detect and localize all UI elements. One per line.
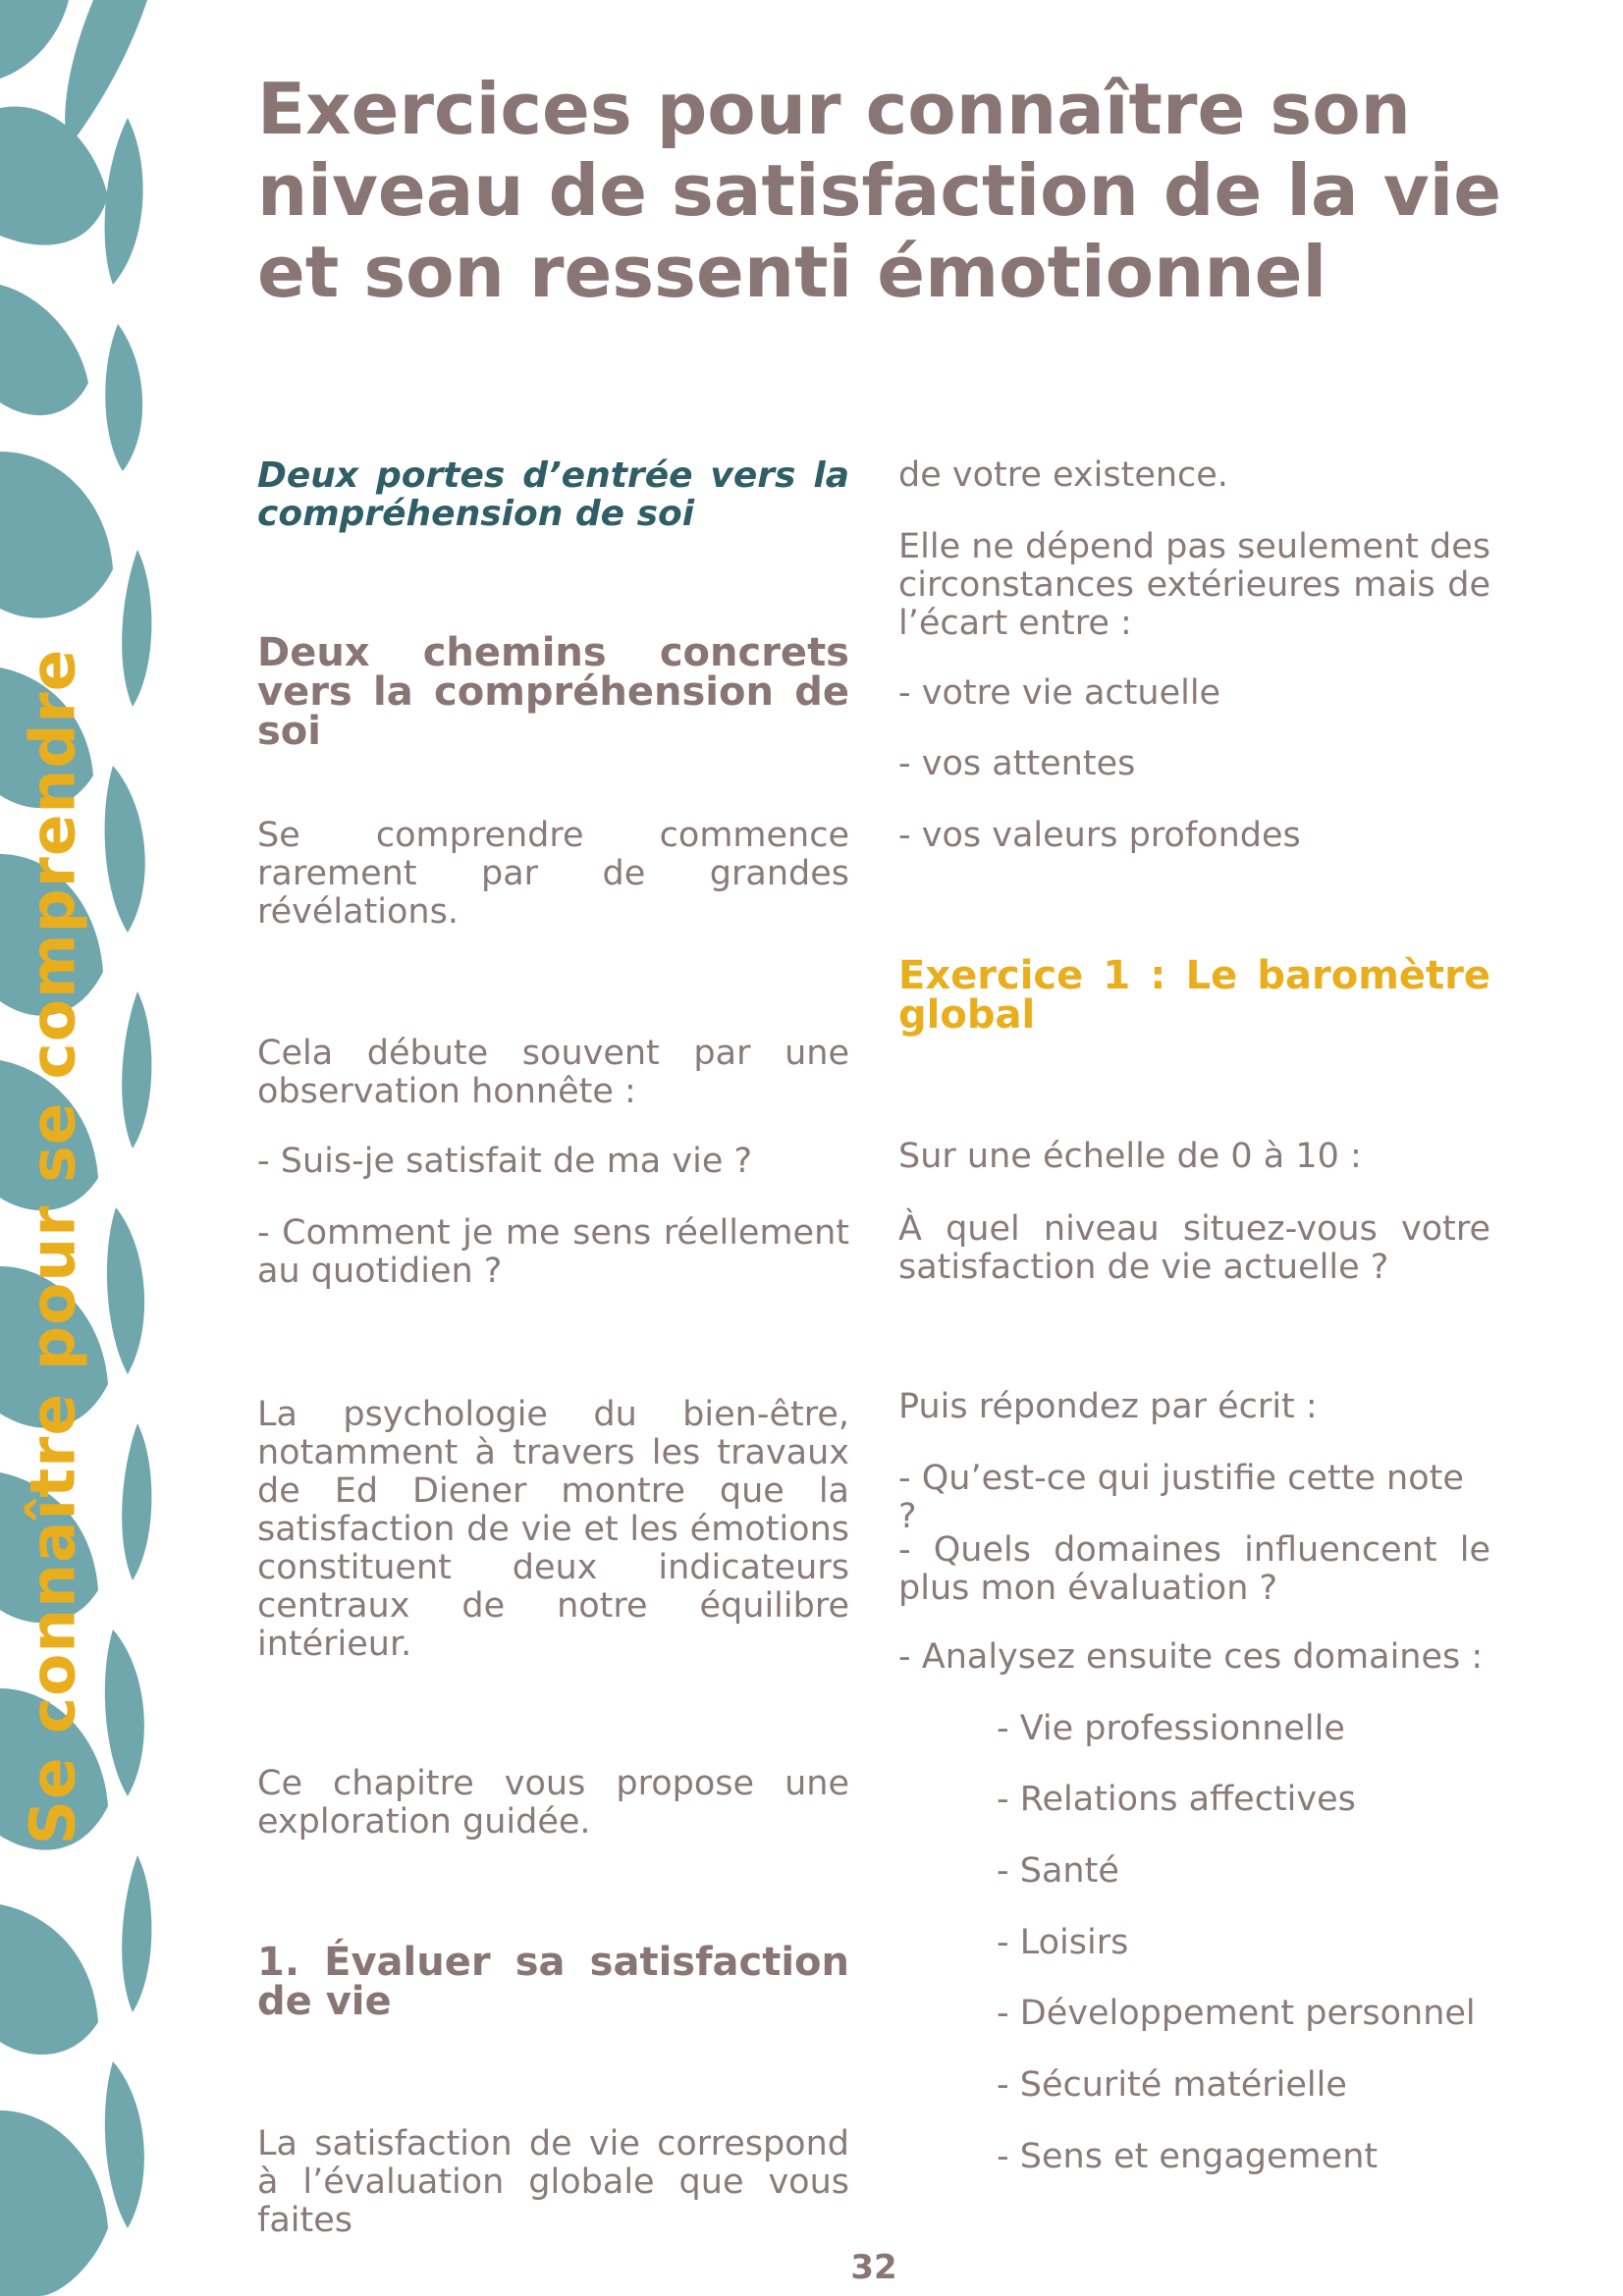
- question: - Suis-je satisfait de ma vie ?: [257, 1142, 753, 1181]
- domain-item: - Vie professionnelle: [997, 1709, 1345, 1748]
- domain-item: - Sécurité matérielle: [997, 2065, 1347, 2105]
- domain-item: - Loisirs: [997, 1923, 1129, 1962]
- question: - Quels domaines influencent le plus mon évaluation ?: [898, 1530, 1490, 1608]
- paragraph: Cela débute souvent par une observation honnête :: [257, 1034, 849, 1111]
- domain-item: - Relations affectives: [997, 1780, 1356, 1819]
- intro-heading: Deux portes d’entrée vers la compréhension de soi: [257, 455, 849, 534]
- list-item: - vos attentes: [898, 744, 1136, 783]
- paragraph: Ce chapitre vous propose une exploration guidée.: [257, 1764, 849, 1842]
- paragraph: À quel niveau situez-vous votre satisfaction de vie actuelle ?: [898, 1209, 1490, 1287]
- list-item: - votre vie actuelle: [898, 673, 1221, 713]
- paragraph: Elle ne dépend pas seulement des circonstances extérieures mais de l’écart entre :: [898, 527, 1490, 643]
- domain-item: - Sens et engagement: [997, 2137, 1379, 2176]
- section-heading: 1. Évaluer sa satisfaction de vie: [257, 1940, 849, 2024]
- question: - Comment je me sens réellement au quotidien ?: [257, 1213, 849, 1291]
- side-vertical-title: Se connaître pour se comprendre: [17, 648, 89, 1845]
- page-title: Exercices pour connaître son niveau de satisfaction de la vie et son ressenti émotionnel: [257, 68, 1502, 313]
- exercise-heading: Exercice 1 : Le baromètre global: [898, 953, 1490, 1038]
- section-heading: Deux chemins concrets vers la compréhension de soi: [257, 630, 849, 754]
- paragraph: - Analysez ensuite ces domaines :: [898, 1637, 1484, 1677]
- domain-item: - Santé: [997, 1851, 1119, 1891]
- page-number: 32: [850, 2248, 897, 2287]
- paragraph: Puis répondez par écrit :: [898, 1387, 1318, 1426]
- paragraph: de votre existence.: [898, 455, 1228, 495]
- list-item: - vos valeurs profondes: [898, 816, 1301, 855]
- paragraph: La satisfaction de vie correspond à l’évaluation globale que vous faites: [257, 2124, 849, 2240]
- paragraph: Sur une échelle de 0 à 10 :: [898, 1137, 1362, 1176]
- paragraph: La psychologie du bien-être, notamment à travers les travaux de Ed Diener montre que la satisfaction de vie et les émotions constituent deux indicateurs centraux de notre équilibre intérieur.: [257, 1395, 849, 1664]
- domain-item: - Développement personnel: [997, 1994, 1476, 2033]
- question: - Qu’est-ce qui justifie cette note ?: [898, 1459, 1464, 1536]
- paragraph: Se comprendre commence rarement par de grandes révélations.: [257, 816, 849, 932]
